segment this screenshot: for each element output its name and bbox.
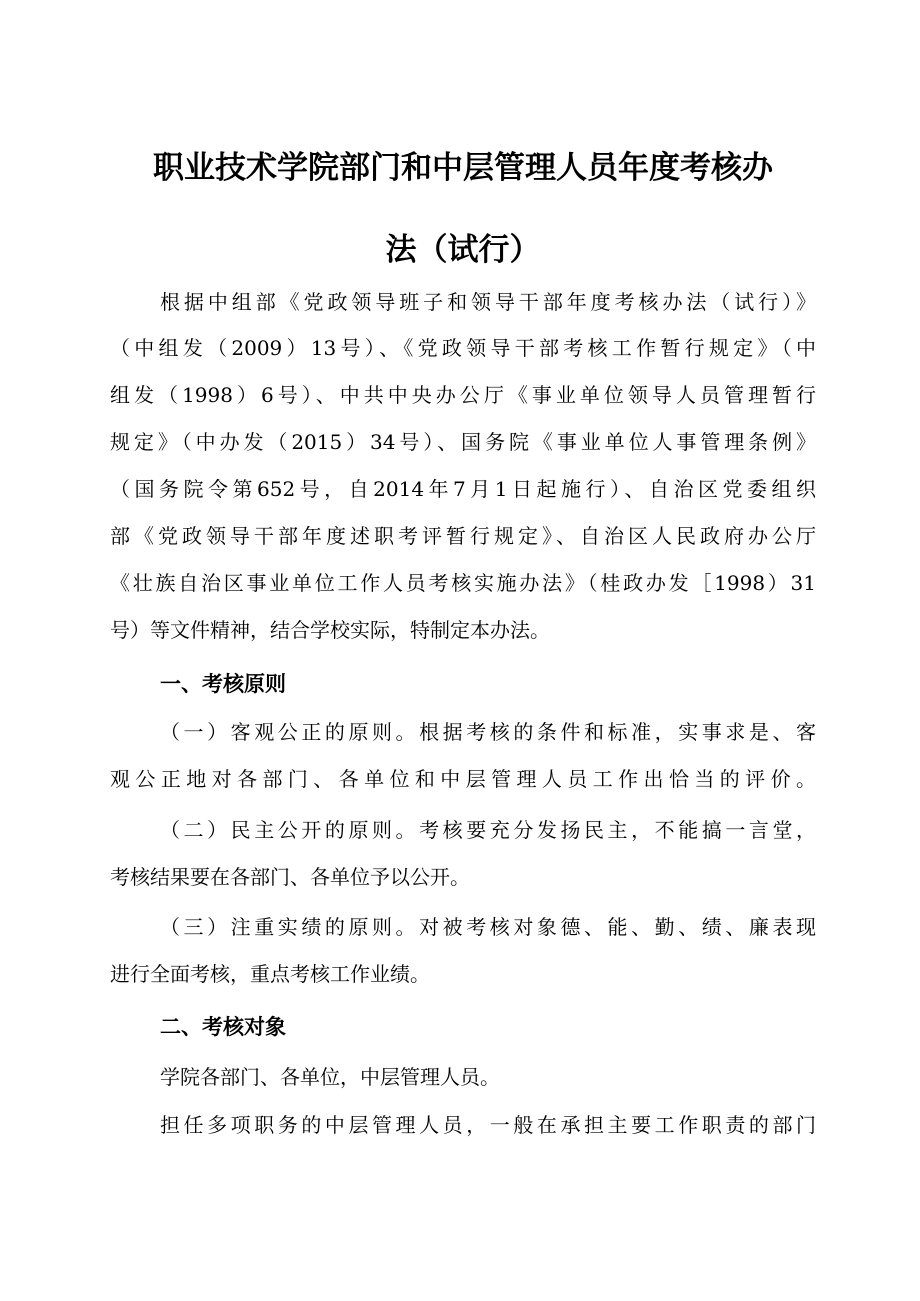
preamble-line-2: （中组发（2009）13号）、《党政领导干部考核工作暂行规定》（中 [110,336,816,360]
section-heading-subjects: 二、考核对象 [160,1015,286,1039]
subjects-paragraph-2: 担任多项职务的中层管理人员，一般在承担主要工作职责的部门 [160,1113,816,1137]
principle-2-line-2: 考核结果要在各部门、各单位予以公开。 [110,865,470,889]
principle-2-line-1: （二）民主公开的原则。考核要充分发扬民主，不能搞一言堂， [160,818,816,842]
preamble-line-7: 《壮族自治区事业单位工作人员考核实施办法》（桂政办发［1998）31 [110,571,816,595]
preamble-line-1: 根据中组部《党政领导班子和领导干部年度考核办法（试行）》 [160,290,816,314]
preamble-line-3: 组发（1998）6号）、中共中央办公厅《事业单位领导人员管理暂行 [110,383,816,407]
principle-1-line-1: （一）客观公正的原则。根据考核的条件和标准，实事求是、客 [160,720,816,744]
document-title-line-1: 职业技术学院部门和中层管理人员年度考核办 [153,150,773,186]
principle-3-line-2: 进行全面考核，重点考核工作业绩。 [110,962,430,986]
principle-3-line-1: （三）注重实绩的原则。对被考核对象德、能、勤、绩、廉表现 [160,915,816,939]
preamble-line-4: 规定》（中办发（2015）34号）、国务院《事业单位人事管理条例》 [110,430,816,454]
principle-1-line-2: 观公正地对各部门、各单位和中层管理人员工作出恰当的评价。 [110,767,816,791]
preamble-line-6: 部《党政领导干部年度述职考评暂行规定》、自治区人民政府办公厅 [110,524,816,548]
preamble-line-5: （国务院令第652号，自2014年7月1日起施行）、自治区党委组织 [110,477,816,501]
subjects-paragraph-1: 学院各部门、各单位，中层管理人员。 [160,1065,500,1089]
document-title-line-2: 法（试行） [385,232,541,268]
preamble-line-8: 号）等文件精神，结合学校实际，特制定本办法。 [110,618,550,642]
section-heading-principles: 一、考核原则 [160,672,286,696]
